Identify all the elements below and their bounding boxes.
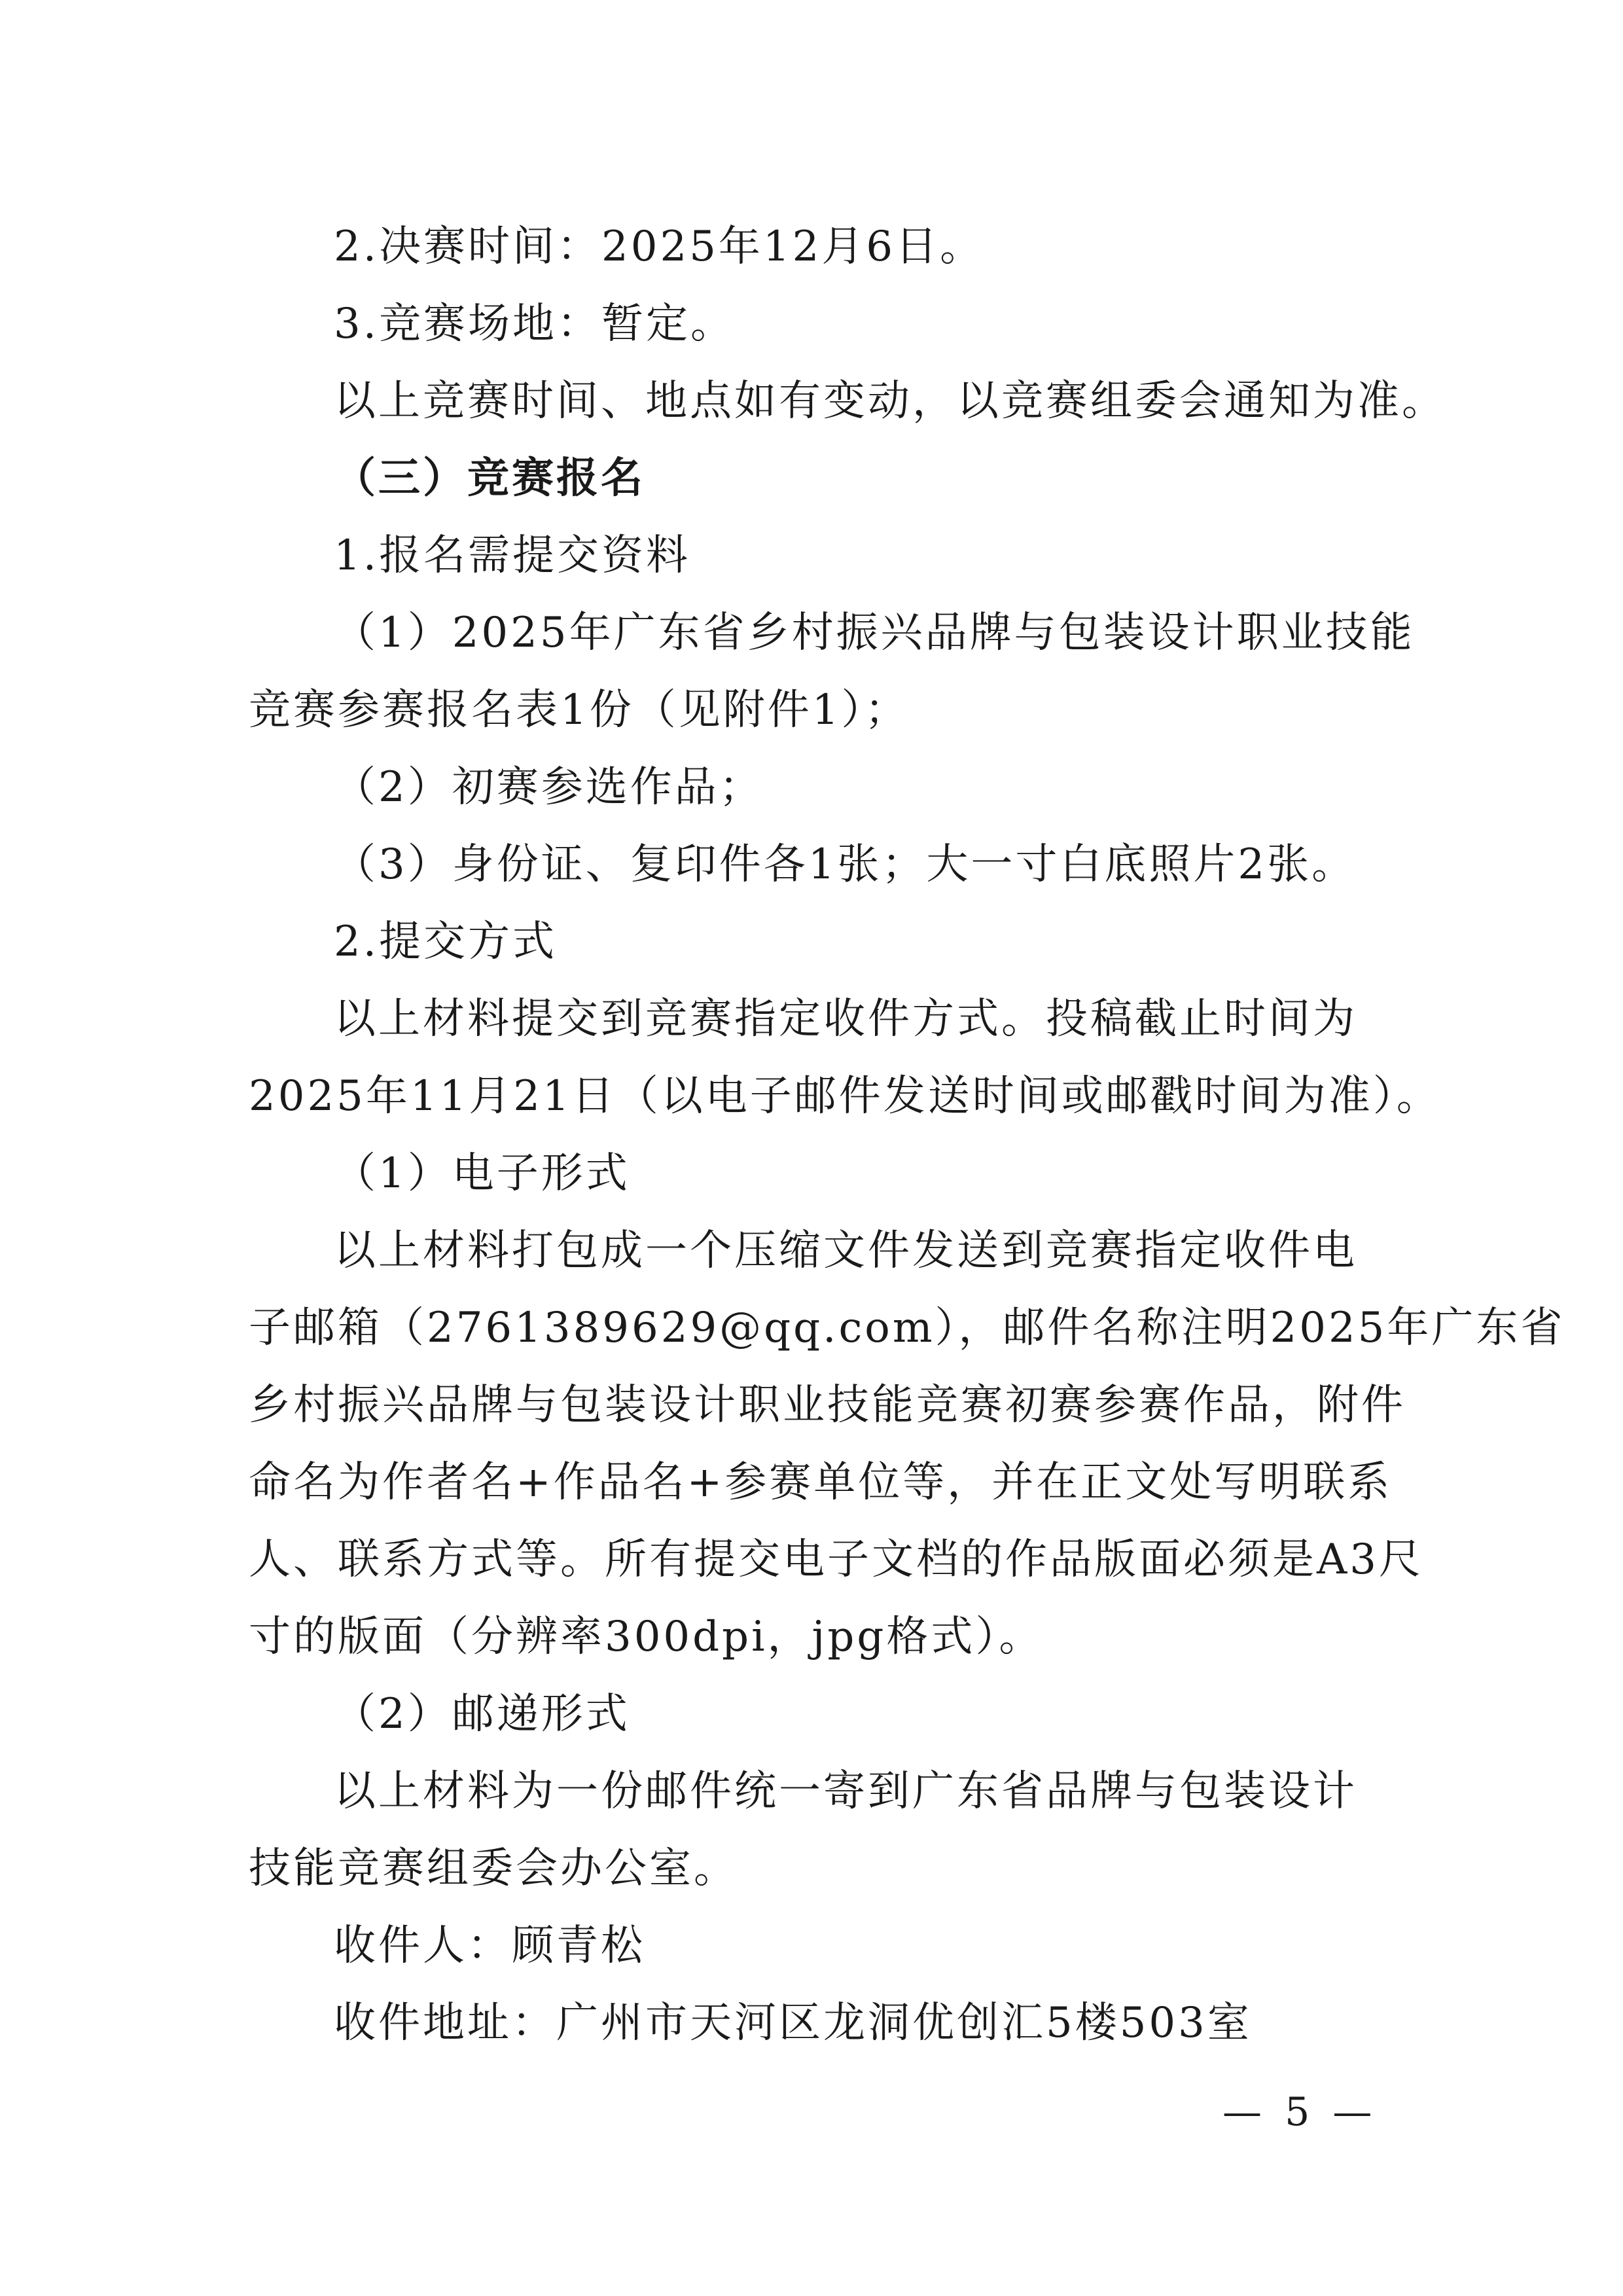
postal-form-line-2: 技能竞赛组委会办公室。 <box>249 1844 738 1893</box>
electronic-form-line-5: 人、联系方式等。所有提交电子文档的作品版面必须是A3尺 <box>249 1535 1423 1584</box>
material-item-3: （3）身份证、复印件各1张；大一寸白底照片2张。 <box>334 840 1357 889</box>
electronic-form-heading: （1）电子形式 <box>334 1149 630 1198</box>
electronic-form-line-3: 乡村振兴品牌与包装设计职业技能竞赛初赛参赛作品，附件 <box>249 1381 1406 1429</box>
venue-line: 3.竞赛场地：暂定。 <box>334 300 736 348</box>
material-item-2: （2）初赛参选作品； <box>334 763 764 812</box>
postal-form-heading: （2）邮递形式 <box>334 1690 630 1738</box>
submission-subheading: 2.提交方式 <box>334 918 558 966</box>
electronic-form-line-1: 以上材料打包成一个压缩文件发送到竞赛指定收件电 <box>334 1227 1357 1275</box>
recipient-address-line: 收件地址：广州市天河区龙洞优创汇5楼503室 <box>334 1999 1252 2047</box>
electronic-form-line-6: 寸的版面（分辨率300dpi，jpg格式）。 <box>249 1613 1044 1661</box>
document-body <box>249 208 1565 2062</box>
material-item-1-line-2: 竞赛参赛报名表1份（见附件1）； <box>249 686 910 734</box>
electronic-form-line-4: 命名为作者名+作品名+参赛单位等，并在正文处写明联系 <box>249 1458 1393 1507</box>
material-item-1-line-1: （1）2025年广东省乡村振兴品牌与包装设计职业技能 <box>334 609 1415 657</box>
final-time-line: 2.决赛时间：2025年12月6日。 <box>334 223 985 271</box>
section-heading-registration: （三）竞赛报名 <box>334 454 645 503</box>
deadline-line-2: 2025年11月21日（以电子邮件发送时间或邮戳时间为准）。 <box>249 1072 1441 1121</box>
electronic-form-line-2: 子邮箱（2761389629@qq.com），邮件名称注明2025年广东省 <box>249 1304 1565 1352</box>
deadline-line-1: 以上材料提交到竞赛指定收件方式。投稿截止时间为 <box>334 995 1357 1043</box>
materials-subheading: 1.报名需提交资料 <box>334 531 691 580</box>
page-number: — 5 — <box>1222 2089 1378 2135</box>
change-notice-line: 以上竞赛时间、地点如有变动，以竞赛组委会通知为准。 <box>334 377 1446 425</box>
recipient-line: 收件人：顾青松 <box>334 1922 645 1970</box>
postal-form-line-1: 以上材料为一份邮件统一寄到广东省品牌与包装设计 <box>334 1767 1357 1816</box>
